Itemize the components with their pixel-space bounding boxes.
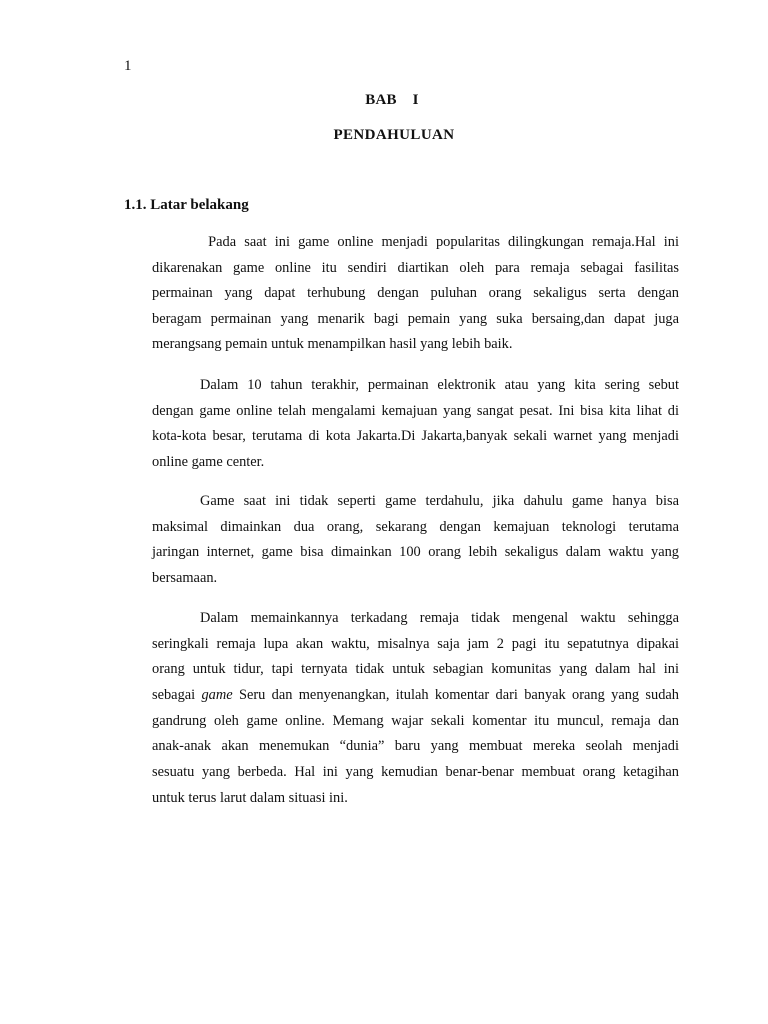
paragraph-line: orang untuk tidur, tapi ternyata tidak untuk sebagian komunitas yang dalam hal ini (152, 661, 679, 678)
paragraph-line: jaringan internet, game bisa dimainkan 100 orang lebih sekaligus dalam waktu yang (152, 544, 679, 560)
paragraph-1 (152, 230, 679, 358)
paragraph-line: Game saat ini tidak seperti game terdahulu, jika dahulu game hanya bisa (200, 493, 679, 509)
text-fragment: sebagai (152, 687, 202, 704)
chapter-number: BAB I (365, 92, 419, 108)
paragraph-line: online game center. (152, 453, 265, 470)
paragraph-line: sesuatu yang berbeda. Hal ini yang kemudian benar-benar membuat orang ketagihan (152, 764, 679, 781)
paragraph-line: dikarenakan game online itu sendiri diartikan oleh para remaja sebagai fasilitas (152, 259, 679, 276)
paragraph-line: bersamaan. (152, 569, 218, 586)
paragraph-line: permainan yang dapat terhubung dengan puluhan orang sekaligus serta dengan (152, 285, 679, 301)
paragraph-line: dengan game online telah mengalami kemajuan yang sangat pesat. Ini bisa kita lihat di (152, 402, 679, 419)
paragraph-line: Dalam memainkannya terkadang remaja tidak mengenal waktu sehingga (200, 610, 679, 626)
section-heading: 1.1. Latar belakang (124, 197, 249, 213)
chapter-title: PENDAHULUAN (333, 127, 455, 143)
paragraph-line: seringkali remaja lupa akan waktu, misalnya saja jam 2 pagi itu sepatutnya dipakai (152, 635, 679, 652)
paragraph-line: maksimal dimainkan dua orang, sekarang dengan kemajuan teknologi terutama (152, 518, 679, 535)
paragraph-line: beragam permainan yang menarik bagi pemain yang suka bersaing,dan dapat juga (152, 310, 679, 327)
paragraph-line: gandrung oleh game online. Memang wajar sekali komentar itu muncul, remaja dan (152, 712, 679, 729)
paragraph-line-mixed (152, 683, 679, 709)
paragraph-line: Dalam 10 tahun terakhir, permainan elektronik atau yang kita sering sebut (200, 377, 679, 393)
paragraph-line: Pada saat ini game online menjadi popularitas dilingkungan remaja.Hal ini (200, 234, 679, 250)
paragraph-line: anak-anak akan menemukan “dunia” baru yang membuat mereka seolah menjadi (152, 738, 679, 755)
text-fragment: Seru dan menyenangkan, itulah komentar dari banyak orang yang sudah (232, 687, 679, 704)
paragraph-3 (152, 489, 679, 591)
paragraph-line: merangsang pemain untuk menampilkan hasil yang lebih baik. (152, 336, 513, 352)
paragraph-4 (152, 606, 679, 812)
paragraph-line: kota-kota besar, terutama di kota Jakarta.Di Jakarta,banyak sekali warnet yang menjadi (152, 428, 679, 444)
italic-word: game (201, 687, 233, 704)
paragraph-2 (152, 373, 679, 475)
paragraph-line: untuk terus larut dalam situasi ini. (152, 789, 348, 806)
page-number: 1 (124, 58, 132, 74)
